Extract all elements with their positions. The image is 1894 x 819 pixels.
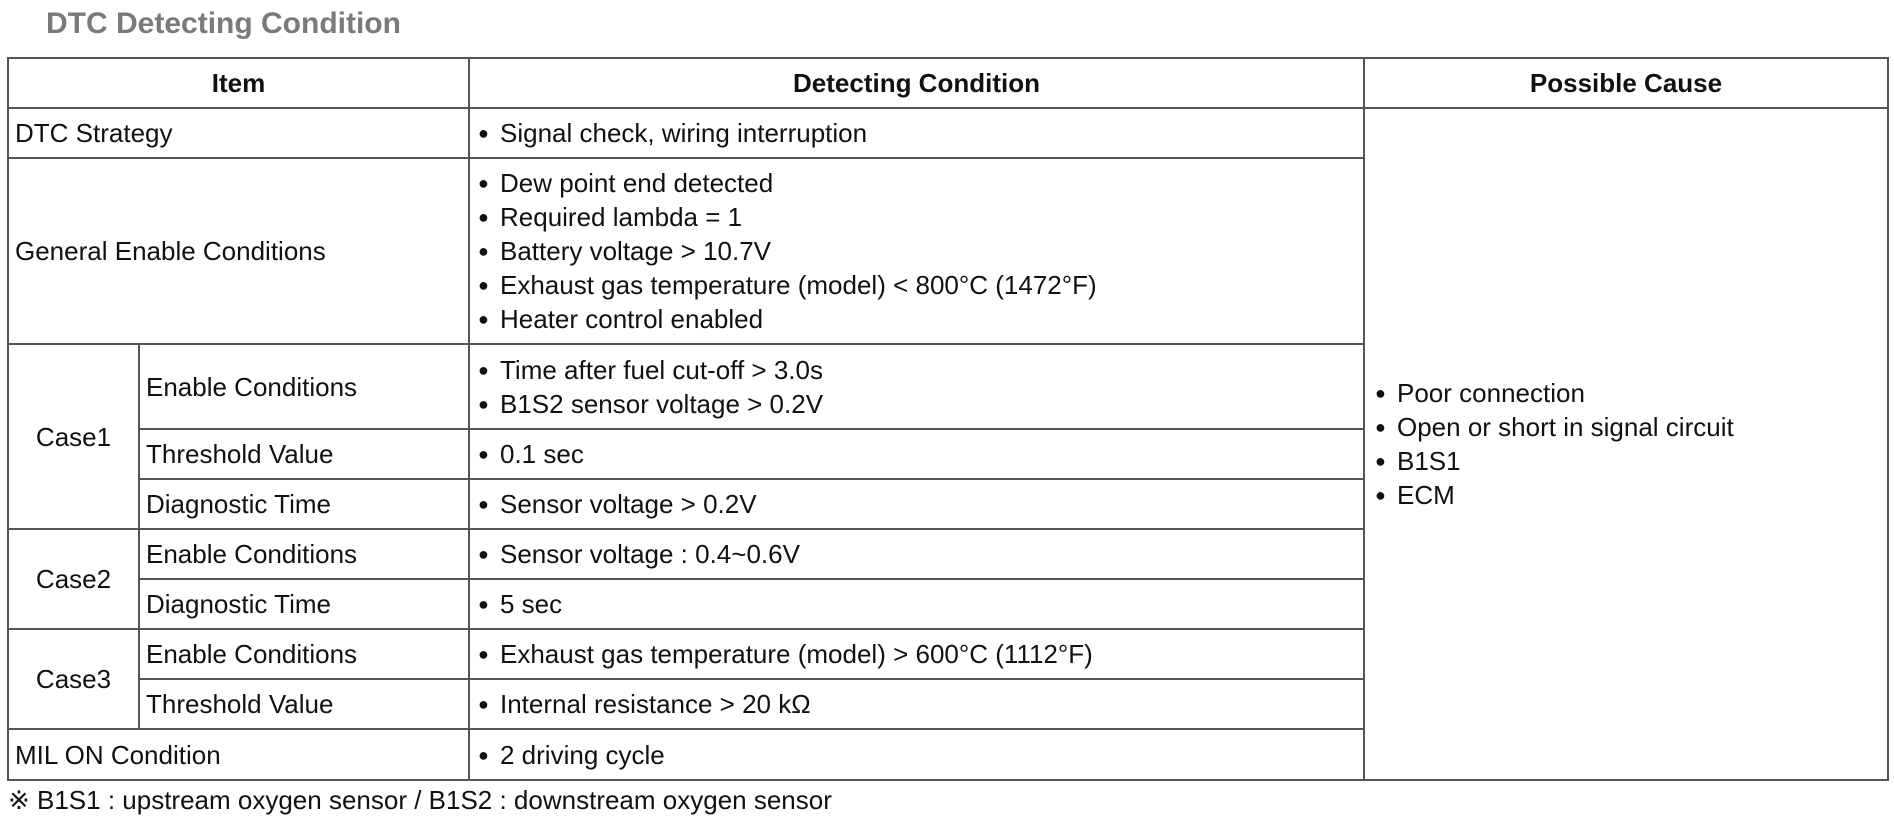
header-possible-cause: Possible Cause	[1364, 58, 1888, 108]
cause-item: ● Poor connection	[1373, 376, 1887, 410]
condition-cell	[469, 729, 1364, 780]
cause-item: ● Open or short in signal circuit	[1373, 410, 1887, 444]
condition-item: ● Dew point end detected	[476, 166, 1363, 200]
condition-item: ● Internal resistance > 20 kΩ	[476, 687, 1363, 721]
condition-item: ● 5 sec	[476, 587, 1363, 621]
dtc-table	[7, 57, 1889, 781]
cause-item: ● B1S1	[1373, 444, 1887, 478]
condition-item: ● 2 driving cycle	[476, 738, 1363, 772]
header-item: Item	[8, 58, 469, 108]
condition-item: ● B1S2 sensor voltage > 0.2V	[476, 387, 1363, 421]
item-cell: Diagnostic Time	[139, 579, 469, 629]
condition-item: ● Heater control enabled	[476, 302, 1363, 336]
table-row	[8, 108, 1888, 158]
condition-item: ● Exhaust gas temperature (model) > 600°C (1112°F)	[476, 637, 1363, 671]
condition-cell	[469, 679, 1364, 729]
item-cell: Enable Conditions	[139, 529, 469, 579]
condition-item: ● Signal check, wiring interruption	[476, 116, 1363, 150]
item-cell: Diagnostic Time	[139, 479, 469, 529]
possible-cause-cell	[1364, 108, 1888, 780]
condition-item: ● Battery voltage > 10.7V	[476, 234, 1363, 268]
condition-item: ● 0.1 sec	[476, 437, 1363, 471]
header-detecting-condition: Detecting Condition	[469, 58, 1364, 108]
case-label: Case1	[8, 344, 139, 529]
footnote: ※ B1S1 : upstream oxygen sensor / B1S2 : downstream oxygen sensor	[8, 785, 832, 815]
case-label: Case2	[8, 529, 139, 629]
item-cell: DTC Strategy	[8, 108, 469, 158]
item-cell: General Enable Conditions	[8, 158, 469, 344]
condition-cell	[469, 108, 1364, 158]
item-cell: Enable Conditions	[139, 344, 469, 429]
item-cell: Enable Conditions	[139, 629, 469, 679]
item-cell: Threshold Value	[139, 429, 469, 479]
condition-item: ● Required lambda = 1	[476, 200, 1363, 234]
condition-item: ● Exhaust gas temperature (model) < 800°C (1472°F)	[476, 268, 1363, 302]
condition-cell	[469, 579, 1364, 629]
condition-item: ● Sensor voltage : 0.4~0.6V	[476, 537, 1363, 571]
condition-cell	[469, 158, 1364, 344]
condition-item: ● Time after fuel cut-off > 3.0s	[476, 353, 1363, 387]
page-title: DTC Detecting Condition	[46, 7, 401, 40]
case-label: Case3	[8, 629, 139, 729]
cause-item: ● ECM	[1373, 478, 1887, 512]
condition-cell	[469, 344, 1364, 429]
condition-cell	[469, 479, 1364, 529]
item-cell: MIL ON Condition	[8, 729, 469, 780]
condition-cell	[469, 429, 1364, 479]
condition-cell	[469, 629, 1364, 679]
condition-cell	[469, 529, 1364, 579]
item-cell: Threshold Value	[139, 679, 469, 729]
header-row	[8, 58, 1888, 108]
condition-item: ● Sensor voltage > 0.2V	[476, 487, 1363, 521]
